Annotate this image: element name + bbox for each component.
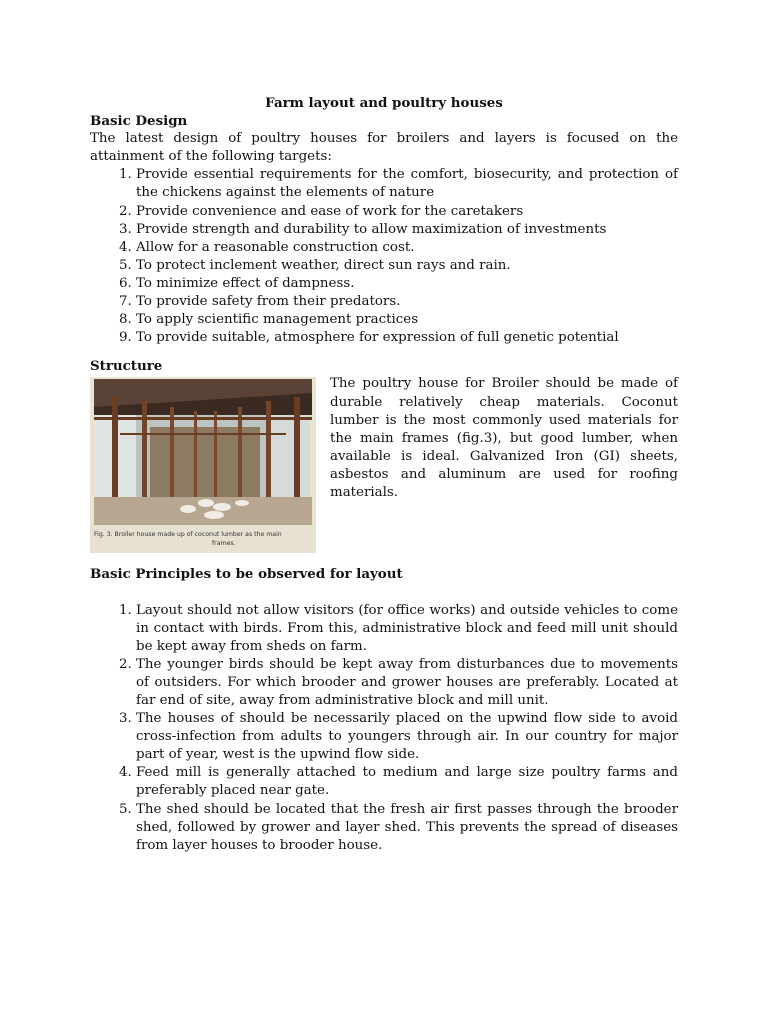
figure-caption: Fig. 3. Broiler house made up of coconut lumber as the main xyxy=(94,531,282,539)
figure xyxy=(90,375,316,553)
structure-heading: Structure xyxy=(90,358,163,375)
structure-text: The poultry house for Broiler should be made of durable relatively cheap materials. Coconut lumber is the most commonly used materials for the main frames (fig.3), but good lumber, when available is ideal. Galvanized Iron (GI) sheets, asbestos and aluminum are used for roofing materials. xyxy=(330,376,678,500)
principles-heading: Basic Principles to be observed for layout xyxy=(90,566,403,583)
document-page xyxy=(90,94,678,855)
list-item: 2. The younger birds should be kept away from disturbances due to movements of outsiders. For which brooder and grower houses are preferably. Located at far end of site, away from administrative block and mill unit. xyxy=(136,656,678,710)
list-item: 5. The shed should be located that the fresh air first passes through the brooder shed, followed by grower and layer shed. This prevents the spread of diseases from layer houses to brooder house. xyxy=(136,801,678,855)
basic-design-heading: Basic Design xyxy=(90,113,188,130)
basic-design-list xyxy=(90,166,678,347)
list-item: 5. To protect inclement weather, direct sun rays and rain. xyxy=(136,257,678,275)
structure-section xyxy=(90,375,678,553)
list-item: 9. To provide suitable, atmosphere for expression of full genetic potential xyxy=(136,329,678,347)
list-item: 1. Provide essential requirements for the comfort, biosecurity, and protection of the chickens against the elements of nature xyxy=(136,166,678,202)
list-item: 4. Allow for a reasonable construction cost. xyxy=(136,239,678,257)
list-item: 4. Feed mill is generally attached to medium and large size poultry farms and preferably placed near gate. xyxy=(136,764,678,800)
principles-list xyxy=(90,602,678,855)
figure-caption-cont: frames. xyxy=(212,540,236,548)
list-item: 3. The houses of should be necessarily placed on the upwind flow side to avoid cross-infection from adults to youngers through air. In our country for major part of year, west is the upwind flow side. xyxy=(136,710,678,764)
list-item: 3. Provide strength and durability to allow maximization of investments xyxy=(136,221,678,239)
list-item: 6. To minimize effect of dampness. xyxy=(136,275,678,293)
list-item: 2. Provide convenience and ease of work for the caretakers xyxy=(136,203,678,221)
broiler-house-photo xyxy=(90,377,316,553)
list-item: 8. To apply scientific management practices xyxy=(136,311,678,329)
basic-design-intro: The latest design of poultry houses for broilers and layers is focused on the attainment of the following targets: xyxy=(90,131,678,165)
list-item: 1. Layout should not allow visitors (for office works) and outside vehicles to come in contact with birds. From this, administrative block and feed mill unit should be kept away from sheds on farm. xyxy=(136,602,678,656)
list-item: 7. To provide safety from their predators. xyxy=(136,293,678,311)
document-title: Farm layout and poultry houses xyxy=(265,95,503,111)
